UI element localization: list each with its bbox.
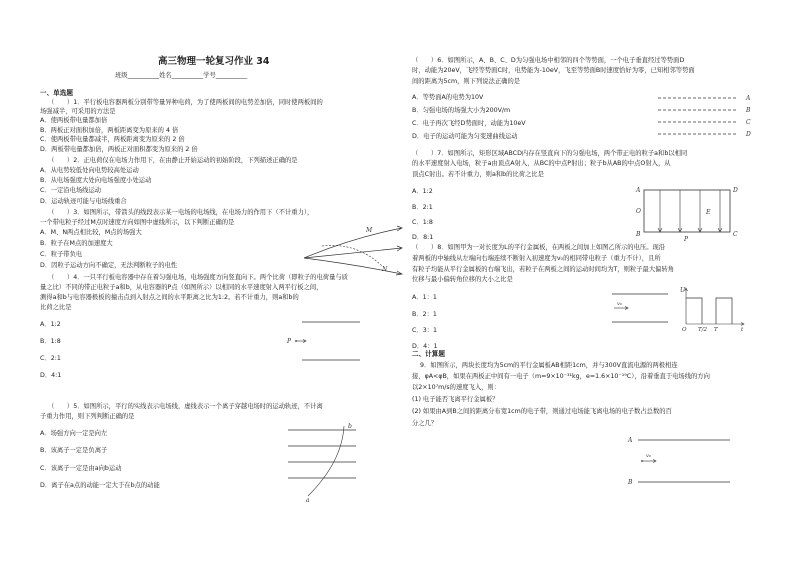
q7-label-p: P bbox=[684, 236, 689, 243]
q9-part-2: 分之几？ bbox=[412, 420, 438, 427]
q8-axis-o: O bbox=[682, 327, 687, 333]
q9-part-1: (1) 电子能否飞离平行金属板？ bbox=[412, 396, 499, 403]
q3-label-n: N bbox=[382, 266, 388, 273]
q8-axis-time: t bbox=[741, 327, 744, 333]
q1-option-a: A．使两板带电量都加倍 bbox=[40, 117, 108, 124]
q6-equipotential-figure bbox=[658, 92, 768, 140]
page-title: 高三物理一轮复习作业 34 bbox=[158, 56, 270, 67]
q3-stem: 一个带电粒子经过M点时速度方向如图中虚线所示，以下判断正确的是 bbox=[40, 219, 235, 226]
section-single-choice: 一、单选题 bbox=[40, 89, 73, 97]
q8-stem: 有粒子均能从平行金属板的右端飞出，若粒子在两板之间的运动时间均为T，则粒子最大偏转角 bbox=[412, 266, 675, 273]
q6-label-d: D bbox=[746, 131, 751, 138]
q3-stem: （ ）3．如图所示，带箭头的线段表示某一电场的电场线，在电场力的作用下（不计重力）， bbox=[48, 209, 314, 216]
q7-stem: 顶点C射出。若不计重力，则a和b的比荷之比是 bbox=[412, 171, 544, 178]
q3-option-d: D．因粒子运动方向不确定，无法判断粒子的电性 bbox=[40, 262, 178, 269]
q4-stem: 比荷之比是 bbox=[40, 304, 72, 311]
q7-stem: 的水平速度射入电场，粒子a由顶点A射入，从BC的中点P射出；粒子b从AB的中点O射入，从 bbox=[412, 160, 671, 167]
q8-axis-u: U bbox=[680, 287, 686, 294]
q3-option-b: B．粒子在M点的加速度大 bbox=[40, 240, 113, 247]
q6-stem: 间的距离为5cm，则下列说法正确的是 bbox=[412, 78, 521, 85]
q8-label-v0: v₀ bbox=[617, 301, 622, 307]
q4-option-d: D．4:1 bbox=[40, 372, 62, 379]
q8-option-b: B．2：1 bbox=[412, 311, 437, 318]
q4-option-a: A．1:2 bbox=[40, 321, 61, 328]
q4-capacitor-figure bbox=[282, 316, 382, 366]
q5-trajectory-figure bbox=[284, 418, 374, 502]
q5-option-d: D．离子在a点的动能一定大于在b点的动能 bbox=[40, 482, 160, 489]
q7-label-e: E bbox=[706, 209, 711, 216]
q5-stem: 子重力作用，则下列判断正确的是 bbox=[40, 413, 135, 420]
q1-option-d: D．两板带电量都加倍，两板正对面积都变为原来的 2 倍 bbox=[40, 146, 198, 153]
q1-option-c: C．使两板带电量都减半，两板距离变为原来的 2 倍 bbox=[40, 136, 185, 143]
q9-stem: 9．如图所示，两块长度均为5cm的平行金属板AB相距1cm，并与300V直流电源的两极相连 bbox=[420, 362, 678, 369]
q3-option-c: C．粒子带负电 bbox=[40, 251, 83, 258]
q6-label-c: C bbox=[746, 119, 751, 126]
q7-label-c: C bbox=[733, 231, 738, 238]
q3-label-m: M bbox=[366, 227, 373, 234]
q4-stem: 量之比）不同的带正电粒子a和b，从电容器的P点（如图所示）以相同的水平速度射入两平行板之间， bbox=[40, 284, 323, 291]
q8-option-c: C．3：1 bbox=[412, 327, 438, 334]
q7-label-b: B bbox=[636, 231, 641, 238]
q7-option-d: D．8:1 bbox=[412, 234, 434, 241]
q9-label-v0: v₀ bbox=[646, 453, 651, 459]
q9-part-2: (2) 如果由A到B之间的距离分布宽1cm的电子带，则通过电场能飞离电场的电子数占总数的百 bbox=[412, 408, 672, 415]
q7-label-a: A bbox=[636, 187, 641, 194]
q6-label-a: A bbox=[746, 95, 751, 102]
q9-label-a: A bbox=[628, 437, 633, 444]
q6-option-a: A．等势面A的电势为10V bbox=[412, 94, 484, 101]
q4-stem: 测得a和b与电容器极板的撞击点到入射点之间的水平距离之比为1:2。若不计重力，则a和b的 bbox=[40, 294, 299, 301]
q5-label-b: b bbox=[348, 423, 352, 430]
q5-option-a: A．场强方向一定是向左 bbox=[40, 430, 108, 437]
q8-voltage-graph bbox=[678, 286, 748, 332]
q8-stem: （ ）8．如图甲为一对长度为L的平行金属板，在两板之间加上如图乙所示的电压。现沿 bbox=[412, 244, 666, 251]
q8-axis-t: T bbox=[714, 327, 718, 333]
q9-plates-figure bbox=[624, 432, 734, 490]
student-info: 班级__________姓名__________学号__________ bbox=[115, 72, 248, 79]
q2-stem: （ ）2．正电荷仅在电场力作用下，在由静止开始运动的初始阶段，下列描述正确的是 bbox=[48, 157, 298, 164]
q7-stem: （ ）7．如图所示，矩形区域ABCD内存在竖直向下的匀强电场，两个带正电的粒子a和b以相同 bbox=[412, 150, 688, 157]
q3-option-a: A．M、N两点相比较，M点的场强大 bbox=[40, 229, 142, 236]
q4-stem: （ ）4．一只平行板电容器中存在着匀强电场，电场强度方向竖直向下。两个比荷（即粒子的电荷量与质 bbox=[48, 274, 348, 281]
q2-option-d: D．运动轨迹可能与电场线重合 bbox=[40, 198, 127, 205]
q4-option-c: C．2:1 bbox=[40, 355, 61, 362]
q2-option-a: A．从电势较低处向电势较高处运动 bbox=[40, 167, 139, 174]
q8-option-d: D．4：1 bbox=[412, 343, 438, 350]
q8-plates-figure bbox=[608, 290, 672, 326]
q4-option-b: B．1:8 bbox=[40, 338, 61, 345]
q7-option-b: B．2:1 bbox=[412, 204, 433, 211]
q1-stem: （ ）1．平行板电容器两板分别带等量异种电荷，为了使两板间的电势差加倍，同时使两板间的 bbox=[48, 99, 323, 106]
q6-option-c: C．电子再次飞经D势面时，动能为10eV bbox=[412, 120, 526, 127]
q7-label-o: O bbox=[636, 208, 641, 215]
q8-stem: 着两板的中轴线从左端向右端连续不断射入初速度为v₀的相同带电粒子（重力不计），且所 bbox=[412, 255, 661, 262]
section-calculation: 二、计算题 bbox=[412, 350, 445, 358]
q2-option-b: B．从电场强度大处向电场强度小处运动 bbox=[40, 177, 152, 184]
q2-option-c: C．一定沿电场线运动 bbox=[40, 187, 102, 194]
q8-option-a: A．1：1 bbox=[412, 294, 437, 301]
q7-label-d: D bbox=[733, 187, 738, 194]
q9-stem: 接，φA<φB，如果在两板正中间有一电子（m=9×10⁻³¹kg，e=1.6×10⁻¹⁹C），沿着垂直于电场线的方向 bbox=[412, 373, 710, 380]
q5-stem: （ ）5．如图所示，平行的实线表示电场线，虚线表示一个离子穿越电场时的运动轨迹，不计离 bbox=[48, 403, 323, 410]
q5-option-b: B．该离子一定是负离子 bbox=[40, 447, 108, 454]
q6-stem: （ ）6．如图所示，A、B、C、D为匀强电场中相邻的四个等势面，一个电子垂直经过等势面D bbox=[412, 57, 685, 64]
q3-field-line-figure bbox=[302, 220, 412, 280]
q7-option-a: A．1:2 bbox=[412, 188, 433, 195]
q5-option-c: C．该离子一定是由a向b运动 bbox=[40, 465, 122, 472]
q9-stem: 以2×10⁷m/s的速度飞入，则： bbox=[412, 384, 501, 391]
q8-stem: 位移与最小偏转角位移的大小之比是 bbox=[412, 276, 513, 283]
q1-stem: 场强减半，可采用的方法是 bbox=[40, 108, 116, 115]
q7-rect-field-figure bbox=[634, 184, 744, 242]
q6-label-b: B bbox=[746, 107, 751, 114]
q6-option-b: B．匀强电场的场强大小为200V/m bbox=[412, 107, 511, 114]
q6-stem: 时，动能为20eV，飞经等势面C时，电势能为-10eV，飞至等势面B时速度恰好为零，已知相邻等势面 bbox=[412, 67, 695, 74]
q4-label-p: P bbox=[287, 338, 292, 345]
q9-label-b: B bbox=[628, 479, 633, 486]
q8-axis-half-t: T/2 bbox=[698, 327, 708, 333]
q5-label-a: a bbox=[306, 497, 310, 504]
q7-option-c: C．1:8 bbox=[412, 219, 433, 226]
q6-option-d: D．电子的运动可能为匀变速曲线运动 bbox=[412, 133, 518, 140]
q1-option-b: B．两板正对面积加倍，两板距离变为原来的 4 倍 bbox=[40, 127, 179, 134]
